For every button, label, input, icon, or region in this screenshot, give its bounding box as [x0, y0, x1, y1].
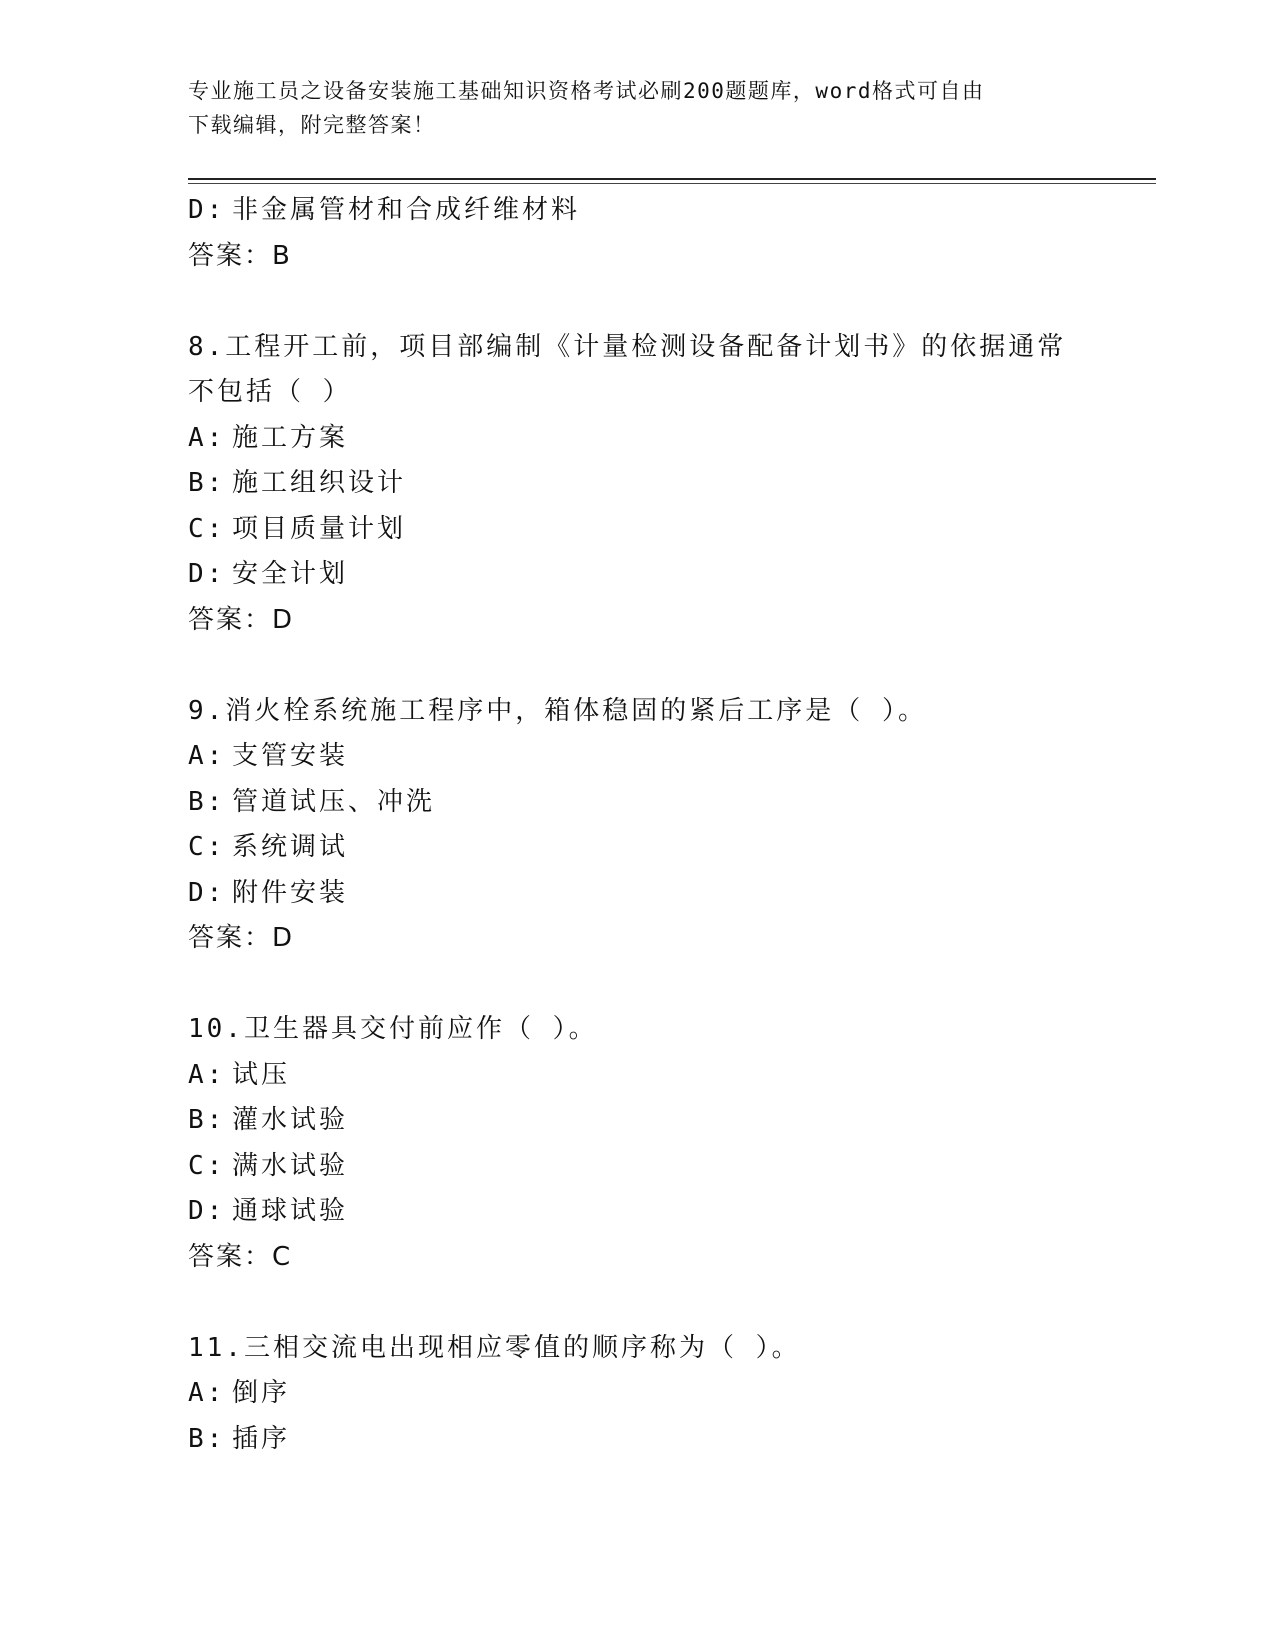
option-key: B:: [188, 1105, 226, 1135]
header-line-2: 下载编辑，附完整答案！: [188, 113, 436, 137]
option-text: 非金属管材和合成纤维材料: [232, 195, 581, 225]
option-text: 管道试压、冲洗: [232, 786, 436, 817]
document-header: [188, 74, 1078, 142]
spacer: [188, 279, 1088, 325]
spacer: [188, 1280, 1088, 1326]
header-line-1: 专业施工员之设备安装施工基础知识资格考试必刷200题题库，word格式可自由: [188, 79, 985, 103]
option-a: [188, 1053, 1088, 1099]
question-8: [188, 325, 1088, 644]
option-key: A:: [188, 1059, 226, 1090]
question-list: [188, 188, 1088, 1462]
answer-line: 答案：B: [188, 240, 292, 271]
option-text: 施工组织设计: [232, 468, 407, 498]
option-key: D:: [188, 195, 226, 225]
option-key: B:: [188, 786, 226, 817]
question-stem: 11.三相交流电出现相应零值的顺序称为（ ）。: [188, 1332, 801, 1363]
option-text: 插序: [232, 1423, 291, 1454]
header-divider-thin: [188, 183, 1156, 184]
option-b: [188, 1098, 1088, 1144]
option-key: C:: [188, 513, 226, 544]
question-carryover: [188, 188, 1088, 279]
option-key: B:: [188, 468, 226, 498]
option-a: [188, 416, 1088, 462]
option-b: [188, 780, 1088, 826]
option-d: [188, 188, 1088, 234]
option-b: [188, 1417, 1088, 1463]
option-key: D:: [188, 1196, 226, 1226]
question-stem: 8.工程开工前，项目部编制《计量检测设备配备计划书》的依据通常: [188, 331, 1067, 362]
answer-line: 答案：D: [188, 923, 295, 953]
option-key: A:: [188, 1378, 226, 1408]
option-c: [188, 1144, 1088, 1190]
option-text: 系统调试: [232, 832, 349, 862]
option-text: 施工方案: [232, 422, 349, 453]
question-10: [188, 1007, 1088, 1280]
option-a: [188, 1371, 1088, 1417]
answer-line: 答案：C: [188, 1241, 293, 1272]
option-text: 通球试验: [232, 1196, 349, 1226]
header-divider-thick: [188, 178, 1156, 180]
option-text: 附件安装: [232, 877, 349, 908]
option-text: 倒序: [232, 1378, 291, 1408]
spacer: [188, 962, 1088, 1008]
option-key: B:: [188, 1423, 226, 1454]
option-d: [188, 1189, 1088, 1235]
question-stem: 9.消火栓系统施工程序中，箱体稳固的紧后工序是（ ）。: [188, 695, 927, 726]
option-key: C:: [188, 832, 226, 862]
spacer: [188, 643, 1088, 689]
option-text: 安全计划: [232, 559, 349, 589]
option-key: D:: [188, 559, 226, 589]
option-a: [188, 734, 1088, 780]
option-b: [188, 461, 1088, 507]
option-key: C:: [188, 1150, 226, 1181]
option-key: A:: [188, 422, 226, 453]
option-c: [188, 825, 1088, 871]
option-key: A:: [188, 741, 226, 771]
question-stem-continued: 不包括（ ）: [188, 377, 352, 407]
option-text: 满水试验: [232, 1150, 349, 1181]
question-stem: 10.卫生器具交付前应作（ ）。: [188, 1014, 598, 1044]
answer-line: 答案：D: [188, 604, 295, 635]
question-11: [188, 1326, 1088, 1463]
question-9: [188, 689, 1088, 962]
option-c: [188, 507, 1088, 553]
option-text: 灌水试验: [232, 1105, 349, 1135]
option-text: 试压: [232, 1059, 291, 1090]
option-d: [188, 552, 1088, 598]
option-text: 项目质量计划: [232, 513, 407, 544]
option-key: D:: [188, 877, 226, 908]
option-d: [188, 871, 1088, 917]
option-text: 支管安装: [232, 741, 349, 771]
